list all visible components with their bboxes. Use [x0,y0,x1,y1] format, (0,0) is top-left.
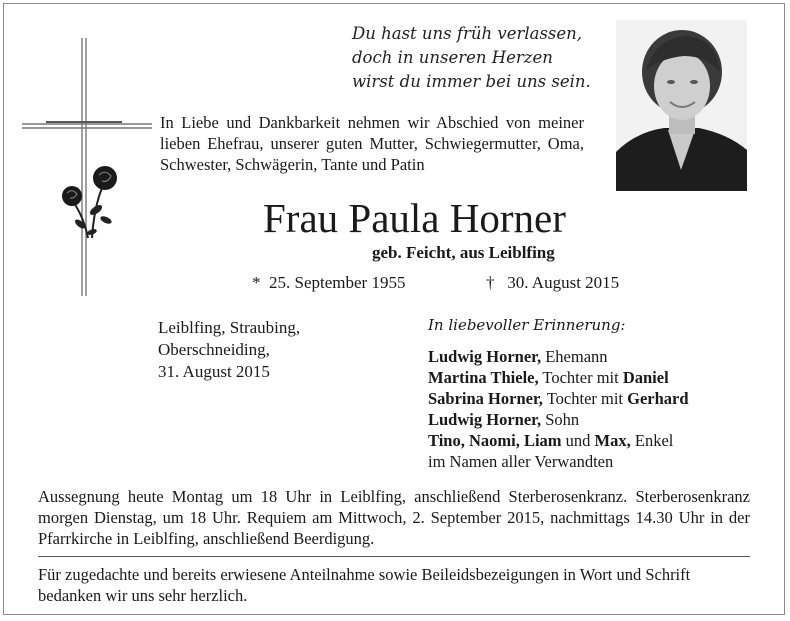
cross-with-roses-icon [22,38,152,303]
mourner-line: im Namen aller Verwandten [428,452,614,471]
birth-name: geb. Feicht, aus Leiblfing [372,243,555,262]
funeral-notice: Aussegnung heute Montag um 18 Uhr in Leiblfing, anschließend Sterberosenkranz. Sterberosenkranz morgen Dienstag, um 18 Uhr. Requiem am Mittwoch, 2. September 2015, nachmittags 14.30 Uhr in der Pfarrkirche in Leiblfing, anschließend Beerdigung. [38,487,750,548]
death-date-line [486,273,619,293]
birth-date: 25. September 1955 [269,273,406,292]
memory-title: In liebevoller Erinnerung: [428,316,626,334]
mourners-list [428,346,689,472]
birth-date-line [252,273,405,293]
poem [352,22,602,94]
place-date [158,317,300,383]
mourner-line: Tino, Naomi, Liam und Max, Enkel [428,431,674,450]
place-line-1: Leiblfing, Straubing, [158,318,301,337]
birth-star-icon: * [252,273,261,292]
portrait-photo [616,20,747,191]
mourner-line: Ludwig Horner, Sohn [428,410,580,429]
deceased-name: Frau Paula Horner [263,195,566,241]
poem-line-2: doch in unseren Herzen [352,48,553,67]
death-date: 30. August 2015 [507,273,620,292]
thanks-text: Für zugedachte und bereits erwiesene Anteilnahme sowie Beileidsbezeigungen in Wort und Schrift bedanken wir uns sehr herzlich. [38,565,691,605]
mourner-line: Sabrina Horner, Tochter mit Gerhard [428,389,689,408]
intro-text: In Liebe und Dankbarkeit nehmen wir Abschied von meiner lieben Ehefrau, unserer guten Mutter, Schwiegermutter, Oma, Schwester, Schwägerin, Tante und Patin [160,113,584,174]
poem-line-1: Du hast uns früh verlassen, [352,24,583,43]
poem-line-3: wirst du immer bei uns sein. [352,72,591,91]
mourner-line: Ludwig Horner, Ehemann [428,347,608,366]
mourner-line: Martina Thiele, Tochter mit Daniel [428,368,669,387]
place-line-3: 31. August 2015 [158,362,270,381]
death-cross-icon: † [486,273,495,292]
divider [38,556,750,557]
place-line-2: Oberschneiding, [158,340,270,359]
